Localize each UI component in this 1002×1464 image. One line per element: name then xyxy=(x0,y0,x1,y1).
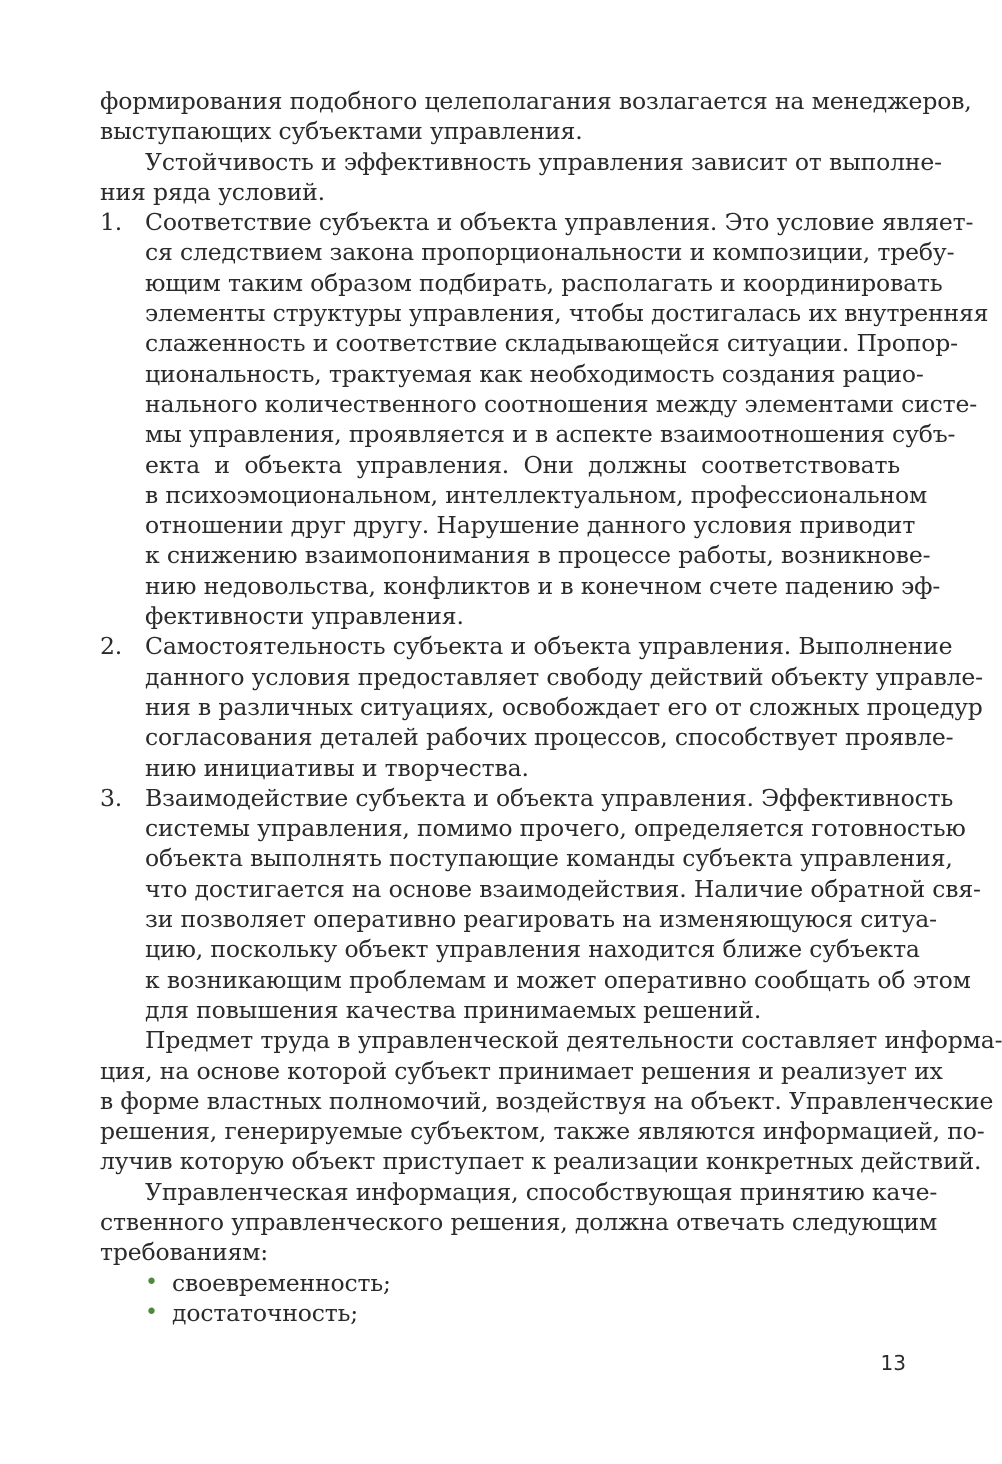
text-line: нию недовольства, конфликтов и в конечном счете падению эф- xyxy=(145,571,941,600)
text-line: в психоэмоциональном, интеллектуальном, профессиональном xyxy=(145,480,928,509)
page-body xyxy=(100,86,1002,1328)
text-line: данного условия предоставляет свободу действий объекту управле- xyxy=(145,662,983,691)
text-line: что достигается на основе взаимодействия. Наличие обратной свя- xyxy=(145,874,981,903)
bullet-icon: • xyxy=(145,1269,158,1295)
paragraph-requirements xyxy=(100,1177,938,1268)
text-line: зи позволяет оперативно реагировать на изменяющуюся ситуа- xyxy=(145,905,937,934)
text-line xyxy=(100,631,953,661)
text-line: Управленческая информация, способствующая принятию каче- xyxy=(145,1177,938,1206)
paragraph-information xyxy=(100,1025,1002,1176)
text-line: выступающих субъектами управления. xyxy=(100,117,583,146)
text-line: ственного управленческого решения, должна отвечать следующим xyxy=(100,1207,938,1236)
text-line xyxy=(100,783,954,813)
text-line: к возникающим проблемам и может оперативно сообщать об этом xyxy=(145,965,971,994)
numbered-list-item xyxy=(100,207,989,631)
bullet-icon: • xyxy=(145,1299,158,1325)
bullet-item xyxy=(100,1298,900,1328)
list-text: Самостоятельность субъекта и объекта управления. Выполнение xyxy=(145,632,953,661)
numbered-list-item xyxy=(100,783,981,1025)
text-line: к снижению взаимопонимания в процессе работы, возникнове- xyxy=(145,541,931,570)
text-line: для повышения качества принимаемых решений. xyxy=(145,995,762,1024)
text-line: циональность, трактуемая как необходимость создания рацио- xyxy=(145,359,924,388)
text-line: Предмет труда в управленческой деятельности составляет информа- xyxy=(145,1026,1002,1055)
bullet-item xyxy=(100,1268,900,1298)
text-line: отношении друг другу. Нарушение данного условия приводит xyxy=(145,511,916,540)
list-text: Соответствие субъекта и объекта управления. Это условие являет- xyxy=(145,208,974,237)
text-line: цию, поскольку объект управления находится ближе субъекта xyxy=(145,935,920,964)
text-line: решения, генерируемые субъектом, также являются информацией, по- xyxy=(100,1117,985,1146)
bullet-text: своевременность; xyxy=(172,1268,391,1297)
text-line: требованиям: xyxy=(100,1238,269,1267)
text-line: ния в различных ситуациях, освобождает его от сложных процедур xyxy=(145,692,983,721)
text-line: ция, на основе которой субъект принимает решения и реализует их xyxy=(100,1056,943,1085)
text-line: нию инициативы и творчества. xyxy=(145,753,529,782)
numbered-list-item xyxy=(100,631,983,782)
text-line: ющим таким образом подбирать, располагать и координировать xyxy=(145,268,943,297)
paragraph-continuation xyxy=(100,86,972,147)
text-line: объекта выполнять поступающие команды субъекта управления, xyxy=(145,844,953,873)
text-line: мы управления, проявляется и в аспекте взаимоотношения субъ- xyxy=(145,420,956,449)
text-line: ния ряда условий. xyxy=(100,177,325,206)
list-number: 2. xyxy=(100,632,123,661)
bullet-list xyxy=(100,1268,900,1329)
text-line: слаженность и соответствие складывающейся ситуации. Пропор- xyxy=(145,329,958,358)
list-number: 1. xyxy=(100,208,123,237)
text-line: ся следствием закона пропорциональности и композиции, требу- xyxy=(145,238,955,267)
paragraph-intro-conditions xyxy=(100,147,942,208)
list-number: 3. xyxy=(100,783,123,812)
page-number: 13 xyxy=(880,1351,906,1375)
list-text: Взаимодействие субъекта и объекта управления. Эффективность xyxy=(145,783,954,812)
text-line: системы управления, помимо прочего, определяется готовностью xyxy=(145,814,966,843)
text-line: лучив которую объект приступает к реализации конкретных действий. xyxy=(100,1147,982,1176)
text-line: Устойчивость и эффективность управления зависит от выполне- xyxy=(145,147,942,176)
text-line: екта и объекта управления. Они должны соответствовать xyxy=(145,450,900,479)
text-line: согласования деталей рабочих процессов, способствует проявле- xyxy=(145,723,954,752)
text-line: формирования подобного целеполагания возлагается на менеджеров, xyxy=(100,87,972,115)
text-line: фективности управления. xyxy=(145,602,464,631)
text-line: нального количественного соотношения между элементами систе- xyxy=(145,389,978,418)
text-line: элементы структуры управления, чтобы достигалась их внутренняя xyxy=(145,299,989,328)
text-line: в форме властных полномочий, воздействуя на объект. Управленческие xyxy=(100,1086,994,1115)
text-line xyxy=(100,207,974,237)
bullet-text: достаточность; xyxy=(172,1298,359,1327)
